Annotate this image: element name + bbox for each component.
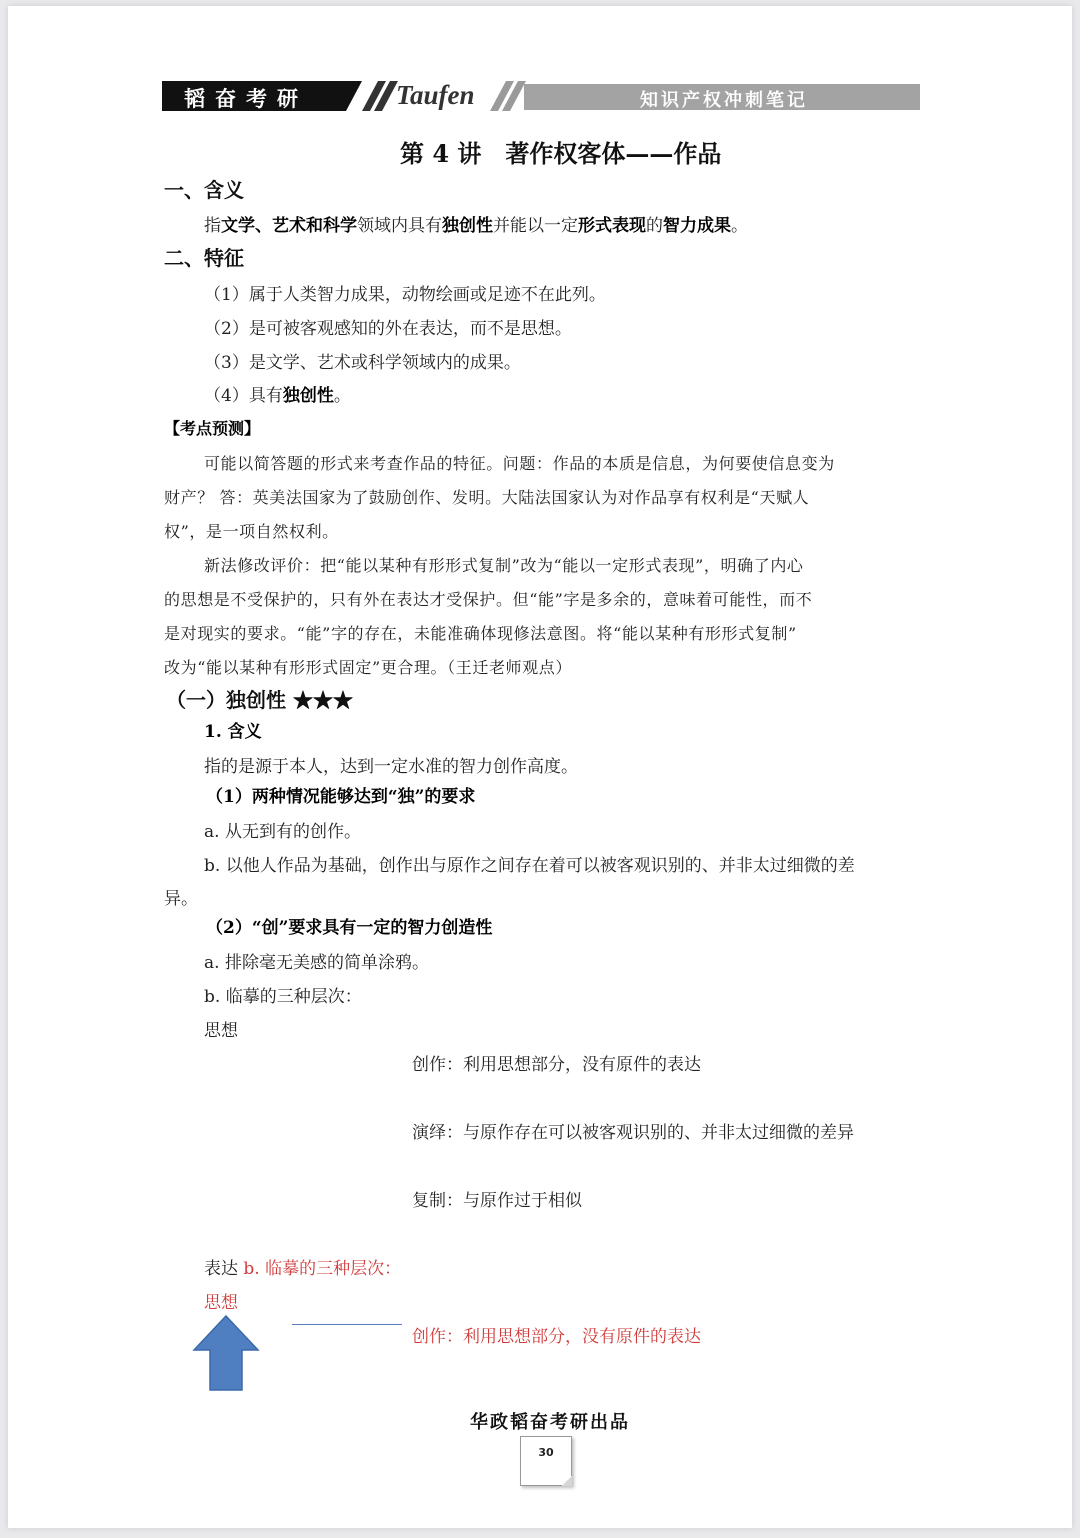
- up-arrow-icon: [192, 1314, 260, 1392]
- requirement-item: 异。: [164, 889, 198, 909]
- prediction-line: 可能以简答题的形式来考查作品的特征。问题：作品的本质是信息，为何要使信息变为: [204, 454, 835, 473]
- requirement-item: b. 临摹的三种层次：: [204, 987, 362, 1007]
- prediction-label: 【考点预测】: [164, 419, 261, 438]
- level-item: 创作：利用思想部分，没有原件的表达: [412, 1055, 701, 1075]
- header-brand: 韬奋考研: [184, 87, 308, 111]
- section-heading-features: 二、特征: [164, 246, 244, 270]
- prediction-line: 是对现实的要求。“能”字的存在，未能准确体现修法意图。将“能以某种有形形式复制”: [164, 624, 797, 643]
- diagram-label-expression: 表达 b. 临摹的三种层次：: [204, 1259, 402, 1279]
- section-heading-meaning: 一、含义: [164, 178, 244, 202]
- level-item-red: 创作：利用思想部分，没有原件的表达: [412, 1327, 701, 1347]
- prediction-line: 财产？ 答：英美法国家为了鼓励创作、发明。大陆法国家认为对作品享有权利是“天赋人: [164, 488, 810, 507]
- diagram-label-idea: 思想: [204, 1021, 238, 1041]
- definition-text: 的: [646, 216, 663, 236]
- requirement-item: a. 排除毫无美感的简单涂鸦。: [204, 953, 429, 973]
- definition-text: 并能以一定: [493, 216, 578, 236]
- definition-keyword: 智力成果: [663, 216, 731, 236]
- subsection-heading-originality: （一）独创性 ★★★: [166, 688, 353, 712]
- connector-line: [292, 1324, 402, 1325]
- feature-item: （1）属于人类智力成果，动物绘画或足迹不在此列。: [204, 285, 606, 305]
- definition-text: 领域内具有: [357, 216, 442, 236]
- header-latin-logo: Taufen: [396, 80, 475, 110]
- originality-sub-heading: 1. 含义: [204, 722, 262, 742]
- page-number: 30: [538, 1446, 554, 1459]
- level-item: 复制：与原作过于相似: [412, 1191, 582, 1211]
- definition-keyword: 形式表现: [578, 216, 646, 236]
- requirement-item: b. 以他人作品为基础，创作出与原作之间存在着可以被客观识别的、并非太过细微的差: [204, 856, 855, 876]
- definition-keyword: 独创性: [442, 216, 493, 236]
- lecture-title: 第 4 讲 著作权客体——作品: [400, 139, 722, 168]
- feature-item: （3）是文学、艺术或科学领域内的成果。: [204, 353, 521, 373]
- header-course-title: 知识产权冲刺笔记: [640, 90, 808, 111]
- diagram-label-idea-red: 思想: [204, 1293, 238, 1313]
- definition-paragraph: [204, 211, 748, 236]
- definition-keyword: 文学、艺术和科学: [221, 216, 357, 236]
- requirement-heading: （1）两种情况能够达到“独”的要求: [206, 787, 476, 807]
- feature-item: （4）具有独创性。: [204, 386, 351, 406]
- prediction-line: 权”，是一项自然权利。: [164, 522, 339, 541]
- page-number-box: [520, 1436, 572, 1486]
- page-curl-icon: [562, 1476, 572, 1486]
- prediction-line: 新法修改评价：把“能以某种有形形式复制”改为“能以一定形式表现”，明确了内心: [204, 556, 804, 575]
- level-item: 演绎：与原作存在可以被客观识别的、并非太过细微的差异: [412, 1123, 854, 1143]
- document-page: [8, 6, 1072, 1528]
- requirement-item: a. 从无到有的创作。: [204, 822, 361, 842]
- originality-definition: 指的是源于本人，达到一定水准的智力创作高度。: [204, 757, 578, 777]
- footer-publisher: 华政韬奋考研出品: [470, 1412, 630, 1433]
- feature-item: （2）是可被客观感知的外在表达，而不是思想。: [204, 319, 572, 339]
- definition-text: 。: [731, 216, 748, 236]
- requirement-heading: （2）“创”要求具有一定的智力创造性: [206, 918, 493, 938]
- prediction-line: 改为“能以某种有形形式固定”更合理。（王迁老师观点）: [164, 658, 572, 677]
- prediction-line: 的思想是不受保护的，只有外在表达才受保护。但“能”字是多余的，意味着可能性，而不: [164, 590, 813, 609]
- definition-text: 指: [204, 216, 221, 236]
